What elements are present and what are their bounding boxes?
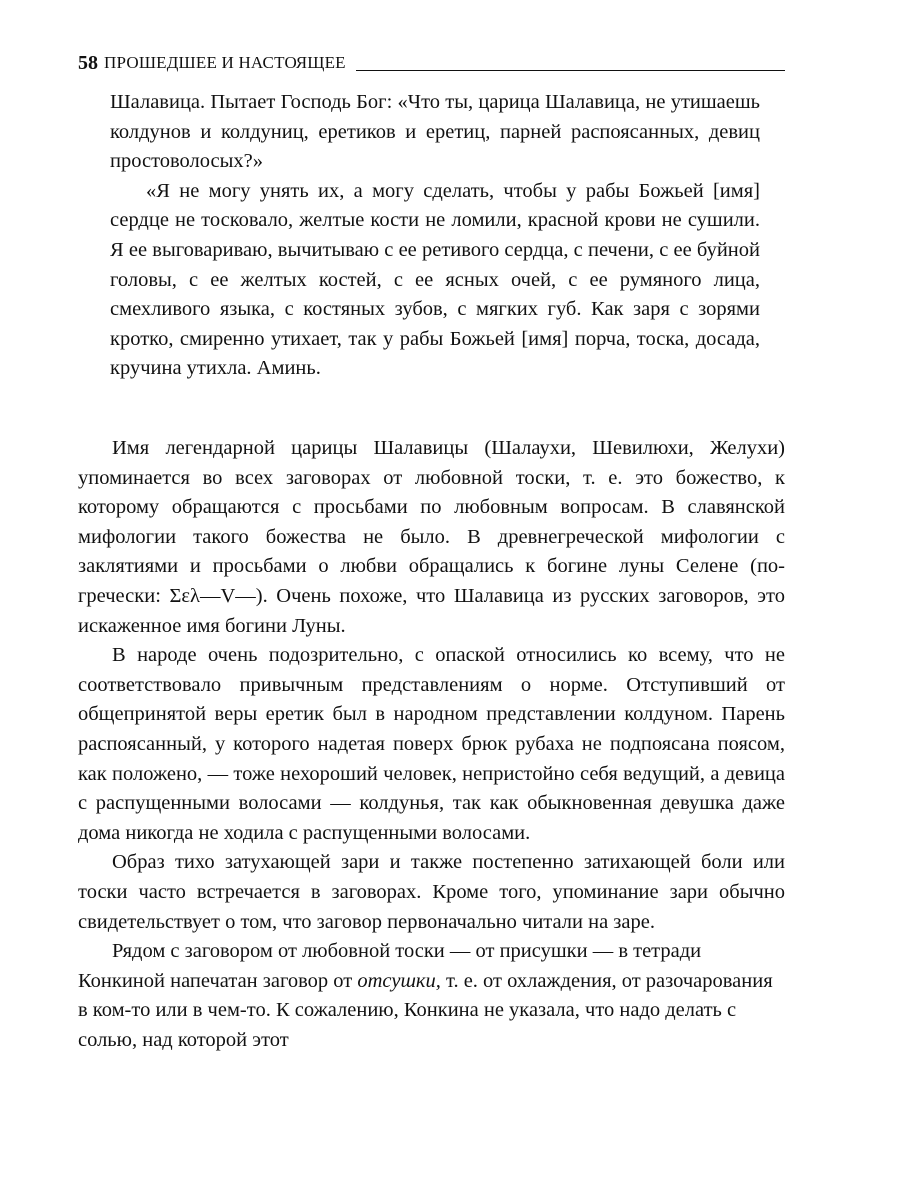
spell-quote-block <box>110 88 760 384</box>
header-rule <box>356 70 785 71</box>
running-title: ПРОШЕДШЕЕ И НАСТОЯЩЕЕ <box>104 53 346 72</box>
body-paragraph-3: Образ тихо затухающей зари и также постепенно затихающей боли или тоски часто встречается в заговорах. Кроме того, упоминание зари обычно свидетельствует о том, что заговор первоначально читали на заре. <box>78 851 785 933</box>
running-header <box>78 46 785 74</box>
spell-paragraph-2: «Я не могу унять их, а могу сделать, чтобы у рабы Божьей [имя] сердце не тосковало, желтые кости не ломили, красной крови не сушили. Я ее выговариваю, вычитываю с ее ретивого сердца, с печени, с ее буйной головы, с ее желтых костей, с ее ясных очей, с ее румяного лица, смехливого языка, с костяных зубов, с мягких губ. Как заря с зорями кротко, смиренно утихает, так у рабы Божьей [имя] порча, тоска, досада, кручина утихла. Аминь. <box>110 179 760 380</box>
body-paragraph-2: В народе очень подозрительно, с опаской относились ко всему, что не соответствовало привычным представлениям о норме. Отступивший от общепринятой веры еретик был в народном представлении колдуном. Парень распоясанный, у которого надетая поверх брюк рубаха не подпоясана поясом, как положено, — тоже нехороший человек, непристойно себя ведущий, а девица с распущенными волосами — колдунья, так как обыкновенная девушка даже дома никогда не ходила с распущенными волосами. <box>78 644 785 844</box>
page-number: 58 <box>78 52 98 74</box>
body-paragraph-4-start: Рядом с заговором от любовной тоски — от присушки — в тетради Конкиной напечатан заговор от <box>78 940 702 992</box>
body-paragraph-4 <box>78 937 785 1055</box>
body-text <box>78 434 785 1055</box>
italic-term: отсушки, <box>357 969 441 992</box>
spell-paragraph-1: Шалавица. Пытает Господь Бог: «Что ты, царица Шалавица, не утишаешь колдунов и колдуниц, еретиков и еретиц, парней распоясанных, девиц простоволосых?» <box>110 91 760 173</box>
body-paragraph-1: Имя легендарной царицы Шалавицы (Шалаухи, Шевилюхи, Желухи) упоминается во всех заговорах от любовной тоски, т. е. это божество, к которому обращаются с просьбами по любовным вопросам. В славянской мифологии такого божества не было. В древнегреческой мифологии с заклятиями и просьбами о любви обращались к богине луны Селене (по-гречески: Σελ—V—). Очень похоже, что Шалавица из русских заговоров, это искаженное имя богини Луны. <box>78 437 785 637</box>
body-paragraph-4-end: т. е. от охлаждения, от разочарования в ком-то или в чем-то. К сожалению, Конкина не указала, что надо делать с солью, над которой этот <box>78 969 773 1051</box>
